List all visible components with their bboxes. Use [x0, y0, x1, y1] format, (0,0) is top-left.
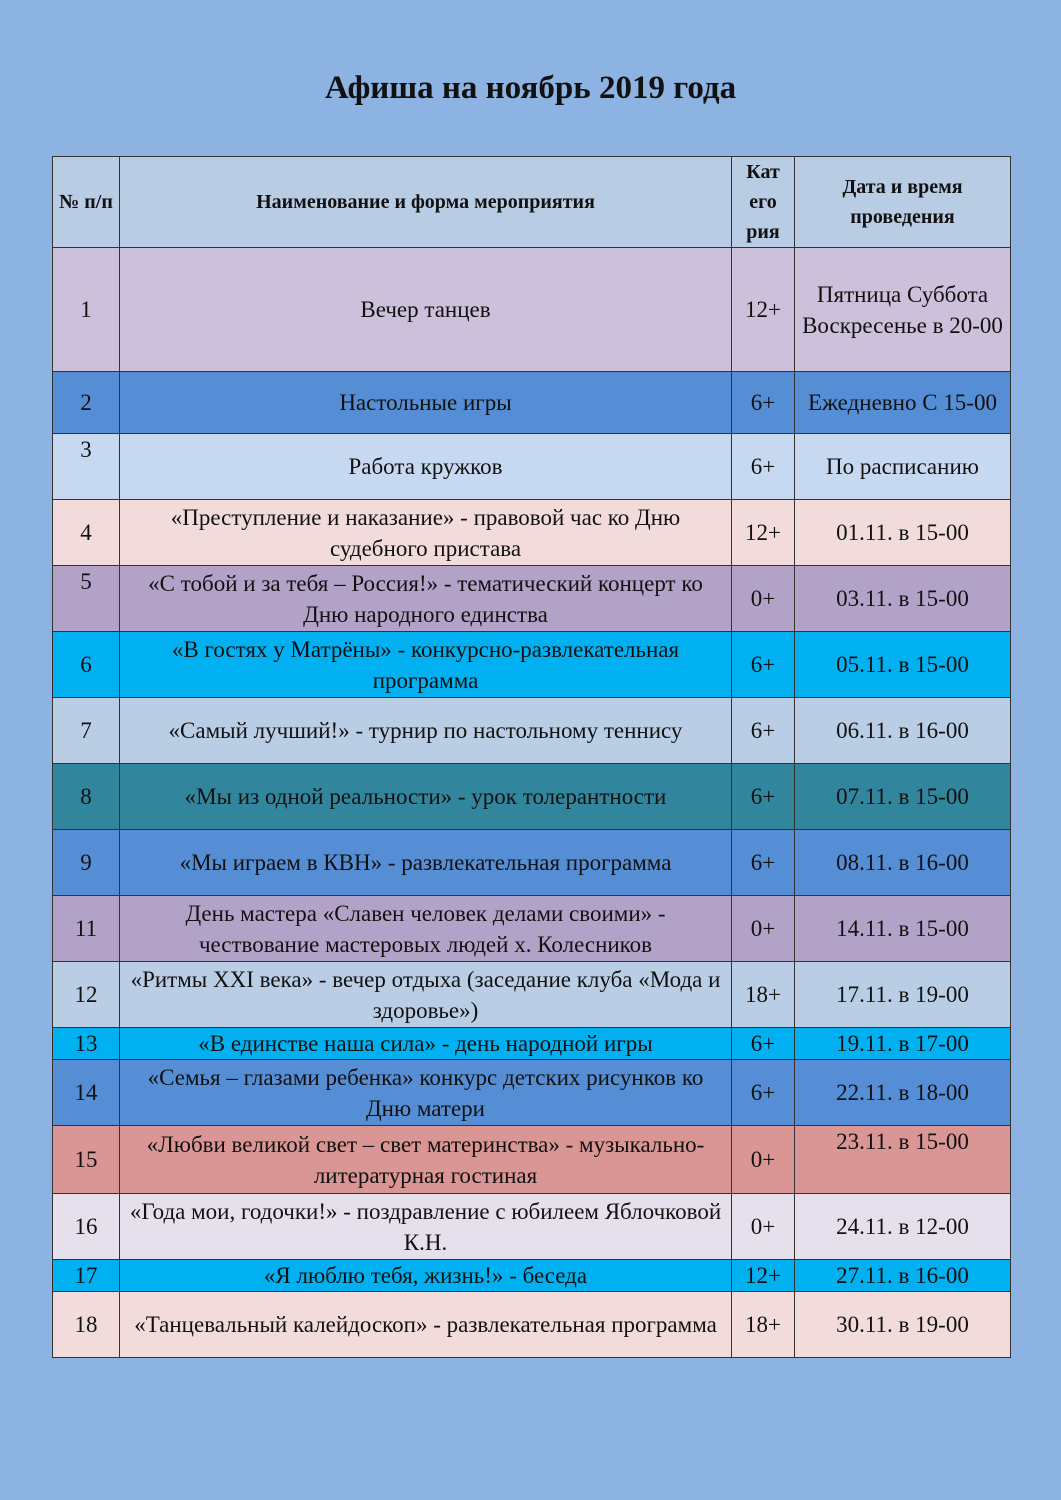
event-name: «Любви великой свет – свет материнства» - музыкально-литературная гостиная: [120, 1126, 732, 1194]
event-date: 01.11. в 15-00: [795, 500, 1011, 566]
row-number: 18: [53, 1292, 120, 1358]
event-category: 0+: [732, 1126, 795, 1194]
table-row: [53, 1292, 1011, 1358]
event-category: 12+: [732, 248, 795, 372]
row-number: 11: [53, 896, 120, 962]
row-number: 8: [53, 764, 120, 830]
event-name: «С тобой и за тебя – Россия!» - тематический концерт ко Дню народного единства: [120, 566, 732, 632]
event-date: 22.11. в 18-00: [795, 1060, 1011, 1126]
row-number: 5: [53, 566, 120, 632]
row-number: 7: [53, 698, 120, 764]
event-date: 27.11. в 16-00: [795, 1260, 1011, 1292]
row-number: 3: [53, 434, 120, 500]
table-row: [53, 962, 1011, 1028]
event-name: Настольные игры: [120, 372, 732, 434]
event-category: 6+: [732, 434, 795, 500]
table-row: [53, 1260, 1011, 1292]
event-category: 6+: [732, 764, 795, 830]
event-name: «Преступление и наказание» - правовой час ко Дню судебного пристава: [120, 500, 732, 566]
event-date: 17.11. в 19-00: [795, 962, 1011, 1028]
event-name: «В гостях у Матрёны» - конкурсно-развлекательная программа: [120, 632, 732, 698]
events-table: [52, 156, 1011, 1358]
event-date: 14.11. в 15-00: [795, 896, 1011, 962]
event-name: «Года мои, годочки!» - поздравление с юбилеем Яблочковой К.Н.: [120, 1194, 732, 1260]
event-name: День мастера «Славен человек делами своими» - чествование мастеровых людей х. Колесников: [120, 896, 732, 962]
event-category: 12+: [732, 500, 795, 566]
event-date: 23.11. в 15-00: [795, 1126, 1011, 1194]
event-name: Работа кружков: [120, 434, 732, 500]
event-category: 18+: [732, 962, 795, 1028]
event-date: 03.11. в 15-00: [795, 566, 1011, 632]
table-row: [53, 896, 1011, 962]
table-row: [53, 1126, 1011, 1194]
event-date: 30.11. в 19-00: [795, 1292, 1011, 1358]
event-name: «В единстве наша сила» - день народной игры: [120, 1028, 732, 1060]
event-category: 6+: [732, 698, 795, 764]
event-category: 12+: [732, 1260, 795, 1292]
event-date: Ежедневно С 15-00: [795, 372, 1011, 434]
table-row: [53, 566, 1011, 632]
table-row: [53, 764, 1011, 830]
event-name: «Семья – глазами ребенка» конкурс детских рисунков ко Дню матери: [120, 1060, 732, 1126]
table-row: [53, 830, 1011, 896]
event-category: 6+: [732, 1060, 795, 1126]
row-number: 4: [53, 500, 120, 566]
table-body: [53, 248, 1011, 1358]
row-number: 12: [53, 962, 120, 1028]
event-date: 24.11. в 12-00: [795, 1194, 1011, 1260]
row-number: 6: [53, 632, 120, 698]
event-category: 6+: [732, 372, 795, 434]
table-row: [53, 434, 1011, 500]
event-category: 0+: [732, 1194, 795, 1260]
event-date: 08.11. в 16-00: [795, 830, 1011, 896]
event-name: Вечер танцев: [120, 248, 732, 372]
table-row: [53, 248, 1011, 372]
header-category: Кат его рия: [732, 157, 795, 248]
event-name: «Танцевальный калейдоскоп» - развлекательная программа: [120, 1292, 732, 1358]
header-num: № п/п: [53, 157, 120, 248]
event-date: 05.11. в 15-00: [795, 632, 1011, 698]
event-name: «Мы из одной реальности» - урок толерантности: [120, 764, 732, 830]
header-name: Наименование и форма мероприятия: [120, 157, 732, 248]
row-number: 9: [53, 830, 120, 896]
event-date: 19.11. в 17-00: [795, 1028, 1011, 1060]
table-row: [53, 1194, 1011, 1260]
row-number: 13: [53, 1028, 120, 1060]
table-header-row: [53, 157, 1011, 248]
event-name: «Самый лучший!» - турнир по настольному теннису: [120, 698, 732, 764]
event-category: 6+: [732, 1028, 795, 1060]
event-category: 0+: [732, 896, 795, 962]
event-date: 06.11. в 16-00: [795, 698, 1011, 764]
event-date: Пятница Суббота Воскресенье в 20-00: [795, 248, 1011, 372]
page-title: Афиша на ноябрь 2019 года: [324, 70, 737, 106]
row-number: 17: [53, 1260, 120, 1292]
row-number: 1: [53, 248, 120, 372]
row-number: 16: [53, 1194, 120, 1260]
event-category: 18+: [732, 1292, 795, 1358]
table-row: [53, 632, 1011, 698]
table-row: [53, 372, 1011, 434]
table-row: [53, 1028, 1011, 1060]
event-category: 6+: [732, 830, 795, 896]
table-row: [53, 1060, 1011, 1126]
header-date: Дата и время проведения: [795, 157, 1011, 248]
event-category: 0+: [732, 566, 795, 632]
event-date: 07.11. в 15-00: [795, 764, 1011, 830]
event-name: «Я люблю тебя, жизнь!» - беседа: [120, 1260, 732, 1292]
event-date: По расписанию: [795, 434, 1011, 500]
row-number: 14: [53, 1060, 120, 1126]
row-number: 15: [53, 1126, 120, 1194]
table-row: [53, 500, 1011, 566]
table-row: [53, 698, 1011, 764]
row-number: 2: [53, 372, 120, 434]
event-category: 6+: [732, 632, 795, 698]
event-name: «Ритмы XXI века» - вечер отдыха (заседание клуба «Мода и здоровье»): [120, 962, 732, 1028]
event-name: «Мы играем в КВН» - развлекательная программа: [120, 830, 732, 896]
